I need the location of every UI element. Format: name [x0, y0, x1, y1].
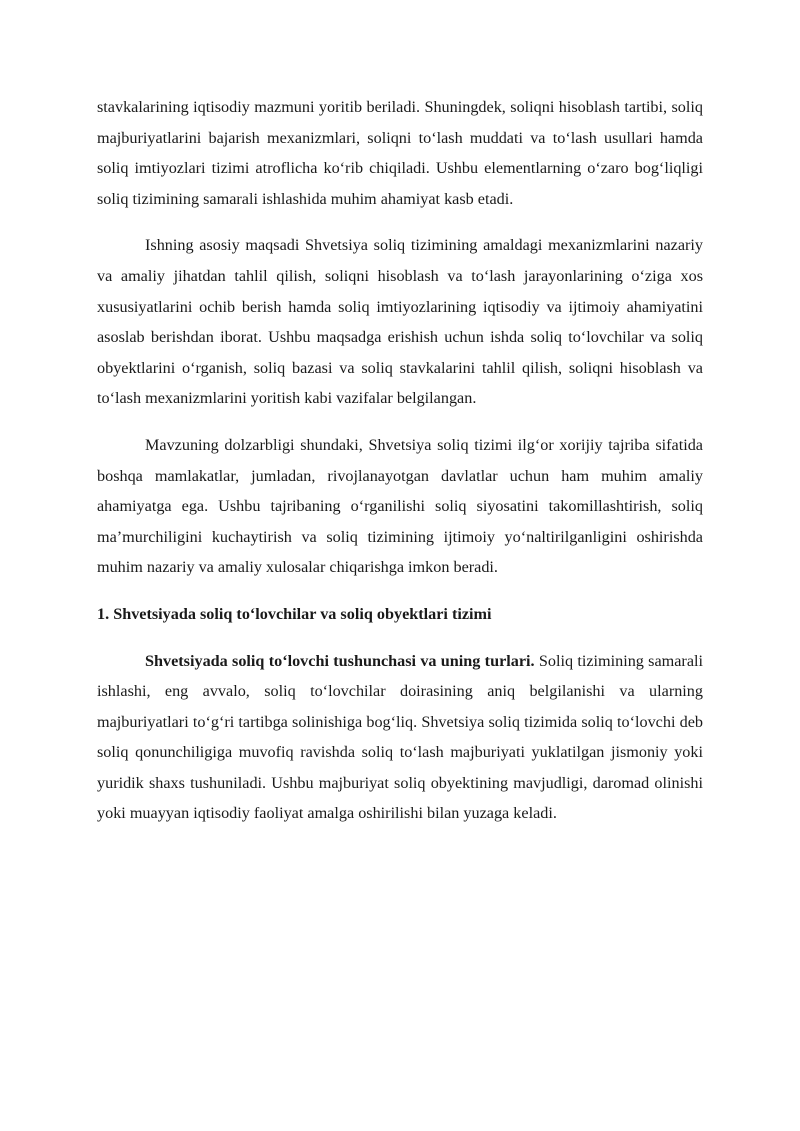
paragraph-lead-bold: Shvetsiyada soliq to‘lovchi tushunchasi va uning turlari.: [145, 651, 535, 670]
section-heading: 1. Shvetsiyada soliq to‘lovchilar va soliq obyektlari tizimi: [97, 604, 492, 623]
paragraph-goal: Ishning asosiy maqsadi Shvetsiya soliq tizimining amaldagi mexanizmlarini nazariy va amaliy jihatdan tahlil qilish, soliqni hisoblash va to‘lash jarayonlarining o‘ziga xos xususiyatlarini ochib berish hamda soliq imtiyozlarining iqtisodiy va ijtimoiy ahamiyatini asoslab berishdan iborat. Ushbu maqsadga erishish uchun ishda soliq to‘lovchilar va soliq obyektlarini o‘rganish, soliq bazasi va soliq stavkalarini tahlil qilish, soliqni hisoblash va to‘lash mexanizmlarini yoritish kabi vazifalar belgilangan.: [97, 236, 703, 408]
document-page: [97, 92, 703, 845]
paragraph-relevance: Mavzuning dolzarbligi shundaki, Shvetsiya soliq tizimi ilg‘or xorijiy tajriba sifatida boshqa mamlakatlar, jumladan, rivojlanayotgan davlatlar uchun ham muhim amaliy ahamiyatga ega. Ushbu tajribaning o‘rganilishi soliq siyosatini takomillashtirish, soliq ma’murchiligini kuchaytirish va soliq tizimining ijtimoiy yo‘naltirilganligini oshirishda muhim nazariy va amaliy xulosalar chiqarishga imkon beradi.: [97, 435, 703, 577]
paragraph-body: Soliq tizimining samarali ishlashi, eng avvalo, soliq to‘lovchilar doirasining aniq belgilanishi va ularning majburiyatlari to‘g‘ri tartibga solinishiga bog‘liq. Shvetsiya soliq tizimida soliq to‘lovchi deb soliq qonunchiligiga muvofiq ravishda soliq to‘lash majburiyati yuklatilgan jismoniy yoki yuridik shaxs tushuniladi. Ushbu majburiyat soliq obyektining mavjudligi, daromad olinishi yoki muayyan iqtisodiy faoliyat amalga oshirilishi bilan yuzaga keladi.: [97, 651, 703, 823]
paragraph-intro-continuation: stavkalarining iqtisodiy mazmuni yoritib beriladi. Shuningdek, soliqni hisoblash tartibi, soliq majburiyatlarini bajarish mexanizmlari, soliqni to‘lash muddati va to‘lash usullari hamda soliq imtiyozlari tizimi atroflicha ko‘rib chiqiladi. Ushbu elementlarning o‘zaro bog‘liqligi soliq tizimining samarali ishlashida muhim ahamiyat kasb etadi.: [97, 98, 703, 208]
paragraph-taxpayer-concept: [97, 646, 703, 830]
